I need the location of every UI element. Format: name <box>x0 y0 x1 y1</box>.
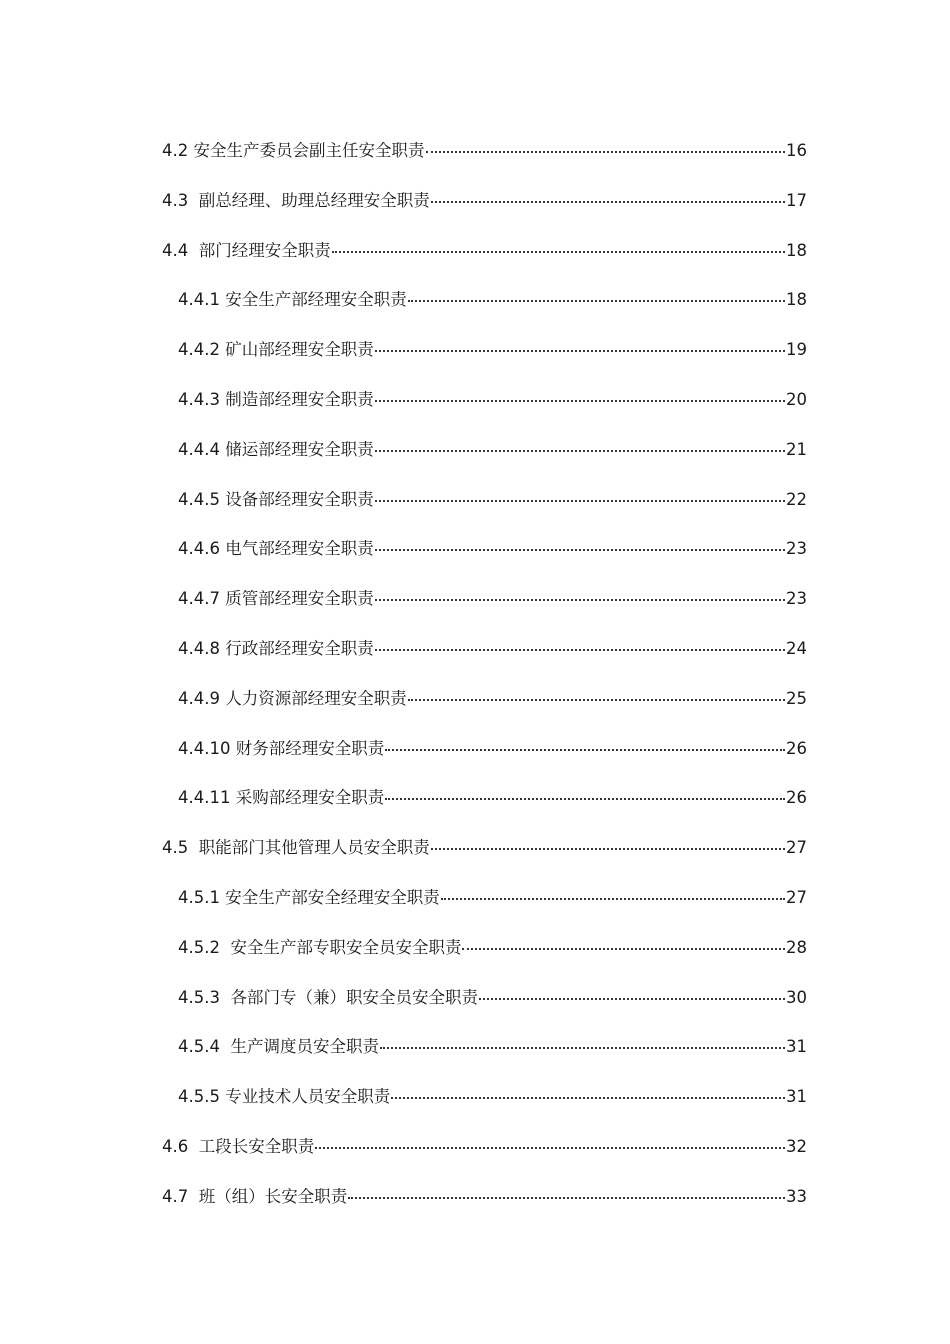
toc-entry[interactable] <box>162 724 807 774</box>
toc-dot-leader <box>426 150 786 153</box>
toc-entry-title: 制造部经理安全职责 <box>225 389 374 409</box>
toc-entry-page-number: 16 <box>786 141 807 160</box>
toc-entry-page-number: 26 <box>786 788 807 808</box>
toc-dot-leader <box>332 250 785 253</box>
toc-dot-leader <box>375 598 785 601</box>
toc-entry-number: 4.4.3 <box>178 389 226 409</box>
toc-entry-title: 质管部经理安全职责 <box>225 589 374 609</box>
toc-entry[interactable] <box>162 1072 807 1122</box>
toc-entry-page-number: 31 <box>786 1037 807 1057</box>
toc-entry-page-number: 21 <box>786 439 807 459</box>
toc-entry-page-number: 27 <box>786 887 807 907</box>
toc-entry[interactable] <box>162 475 807 525</box>
toc-dot-leader <box>375 399 785 402</box>
toc-entry-title: 人力资源部经理安全职责 <box>225 688 407 708</box>
toc-entry-page-number: 18 <box>786 240 807 260</box>
toc-dot-leader <box>391 1096 785 1099</box>
toc-entry-number: 4.5.3 <box>178 987 231 1007</box>
toc-entry[interactable] <box>162 674 807 724</box>
toc-dot-leader <box>431 847 785 850</box>
toc-entry-page-number: 22 <box>786 489 807 509</box>
toc-dot-leader <box>375 349 785 352</box>
toc-entry[interactable] <box>162 325 807 375</box>
toc-entry-title: 采购部经理安全职责 <box>235 788 385 808</box>
toc-entry-page-number: 27 <box>786 838 807 858</box>
toc-entry-title: 设备部经理安全职责 <box>225 489 374 509</box>
toc-dot-leader <box>385 797 785 800</box>
toc-entry-title: 行政部经理安全职责 <box>225 638 374 658</box>
toc-entry-page-number: 20 <box>786 389 807 409</box>
toc-entry-number: 4.4.1 <box>178 290 226 310</box>
table-of-contents <box>162 126 807 1222</box>
toc-entry-page-number: 30 <box>786 987 807 1007</box>
toc-entry-page-number: 25 <box>786 688 807 708</box>
toc-entry-title: 安全生产部安全经理安全职责 <box>225 887 440 907</box>
toc-entry[interactable] <box>162 773 807 823</box>
toc-entry[interactable] <box>162 1022 807 1072</box>
toc-dot-leader <box>375 449 785 452</box>
toc-entry[interactable] <box>162 873 807 923</box>
toc-entry-number: 4.6 <box>162 1136 199 1156</box>
toc-entry-title: 生产调度员安全职责 <box>230 1037 379 1057</box>
toc-dot-leader <box>408 698 785 701</box>
toc-entry[interactable] <box>162 425 807 475</box>
toc-entry-number: 4.4.11 <box>178 788 236 808</box>
toc-entry-title: 工段长安全职责 <box>198 1136 315 1156</box>
toc-entry-title: 班（组）长安全职责 <box>198 1186 348 1206</box>
toc-entry[interactable] <box>162 973 807 1023</box>
toc-dot-leader <box>441 897 785 900</box>
toc-entry-number: 4.4.2 <box>178 340 226 360</box>
toc-entry-title: 安全生产部经理安全职责 <box>225 290 407 310</box>
toc-entry-number: 4.5.4 <box>178 1037 231 1057</box>
toc-dot-leader <box>408 299 785 302</box>
toc-entry-title: 安全生产委员会副主任安全职责 <box>193 141 425 160</box>
toc-dot-leader <box>375 648 785 651</box>
toc-entry[interactable] <box>162 176 807 226</box>
toc-entry-page-number: 24 <box>786 638 807 658</box>
toc-dot-leader <box>431 200 785 203</box>
toc-entry[interactable] <box>162 574 807 624</box>
toc-entry-page-number: 17 <box>786 190 807 210</box>
toc-entry-title: 安全生产部专职安全员安全职责 <box>230 937 462 957</box>
toc-entry-number: 4.4.8 <box>178 638 226 658</box>
toc-entry-page-number: 23 <box>786 589 807 609</box>
toc-entry-title: 矿山部经理安全职责 <box>225 340 374 360</box>
toc-dot-leader <box>380 1046 785 1049</box>
toc-entry-page-number: 23 <box>786 539 807 559</box>
toc-entry-page-number: 19 <box>786 340 807 360</box>
toc-entry-number: 4.7 <box>162 1186 199 1206</box>
toc-entry-number: 4.5 <box>162 838 199 858</box>
toc-entry-page-number: 26 <box>786 738 807 758</box>
toc-entry-page-number: 28 <box>786 937 807 957</box>
toc-entry[interactable] <box>162 524 807 574</box>
toc-entry[interactable] <box>162 1122 807 1172</box>
toc-entry-title: 部门经理安全职责 <box>198 240 331 260</box>
toc-entry-number: 4.4.9 <box>178 688 226 708</box>
toc-entry-page-number: 18 <box>786 290 807 310</box>
toc-entry[interactable] <box>162 275 807 325</box>
toc-entry-title: 专业技术人员安全职责 <box>225 1087 391 1107</box>
toc-dot-leader <box>348 1196 785 1199</box>
toc-entry[interactable] <box>162 923 807 973</box>
toc-entry-title: 电气部经理安全职责 <box>225 539 374 559</box>
toc-entry[interactable] <box>162 624 807 674</box>
toc-entry[interactable] <box>162 1172 807 1222</box>
toc-dot-leader <box>385 748 785 751</box>
toc-entry-page-number: 33 <box>786 1186 807 1206</box>
toc-entry-number: 4.4.6 <box>178 539 226 559</box>
toc-entry-title: 职能部门其他管理人员安全职责 <box>198 838 430 858</box>
toc-entry-number: 4.4.4 <box>178 439 226 459</box>
toc-entry-number: 4.5.5 <box>178 1087 226 1107</box>
toc-dot-leader <box>462 947 785 950</box>
toc-entry-number: 4.4 <box>162 240 199 260</box>
toc-entry-number: 4.2 <box>162 141 194 160</box>
toc-entry-title: 财务部经理安全职责 <box>235 738 385 758</box>
toc-dot-leader <box>479 997 785 1000</box>
toc-entry-title: 储运部经理安全职责 <box>225 439 374 459</box>
toc-dot-leader <box>375 548 785 551</box>
toc-entry-number: 4.5.1 <box>178 887 226 907</box>
toc-entry-number: 4.5.2 <box>178 937 231 957</box>
toc-entry[interactable] <box>162 823 807 873</box>
toc-entry[interactable] <box>162 126 807 176</box>
toc-entry-title: 各部门专（兼）职安全员安全职责 <box>230 987 478 1007</box>
toc-entry-number: 4.3 <box>162 190 199 210</box>
toc-dot-leader <box>375 499 785 502</box>
toc-entry[interactable] <box>162 226 807 276</box>
toc-entry-page-number: 31 <box>786 1087 807 1107</box>
toc-entry-page-number: 32 <box>786 1136 807 1156</box>
toc-entry-title: 副总经理、助理总经理安全职责 <box>198 190 430 210</box>
toc-entry-number: 4.4.7 <box>178 589 226 609</box>
toc-entry-number: 4.4.10 <box>178 738 236 758</box>
toc-entry-number: 4.4.5 <box>178 489 226 509</box>
toc-dot-leader <box>315 1146 785 1149</box>
toc-entry[interactable] <box>162 375 807 425</box>
